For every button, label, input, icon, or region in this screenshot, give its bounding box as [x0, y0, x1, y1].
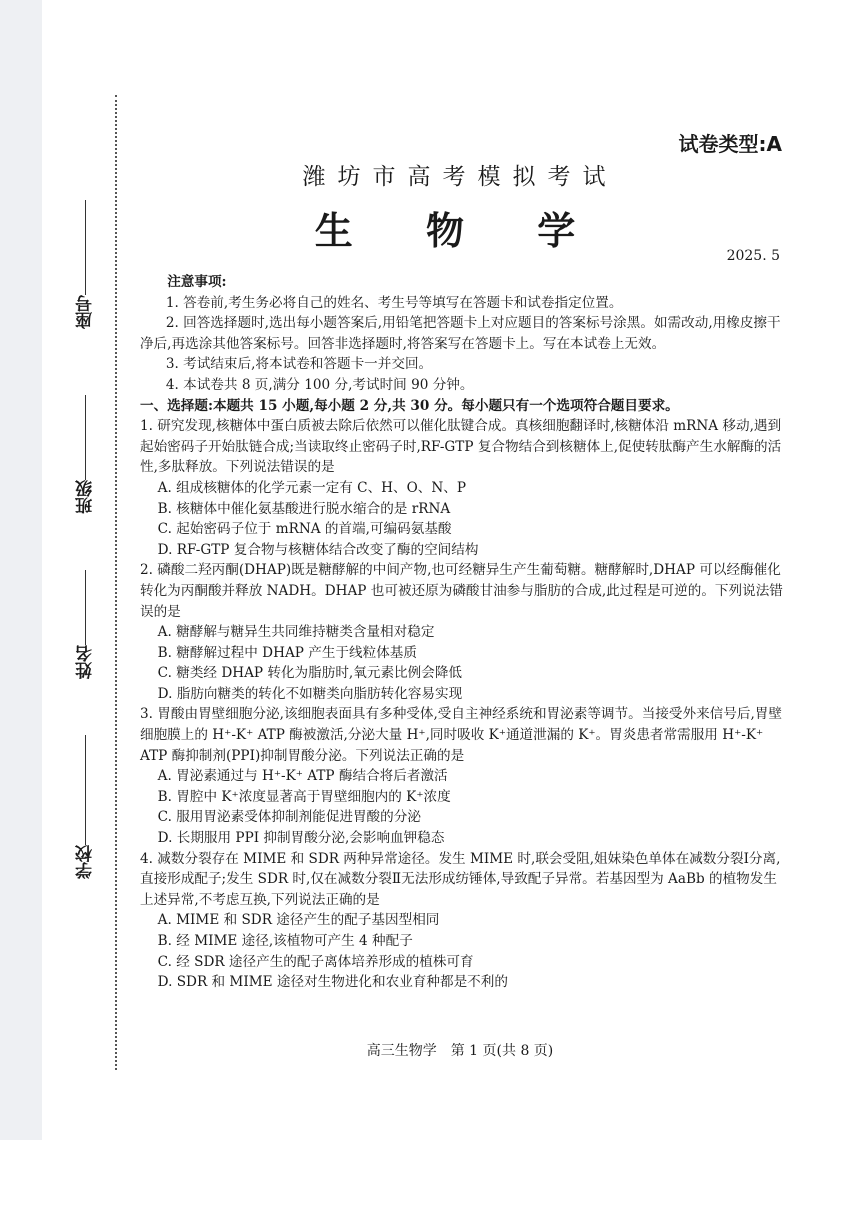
question-option: A. 糖酵解与糖异生共同维持糖类含量相对稳定 [157, 624, 435, 641]
question-option: B. 经 MIME 途径,该植物可产生 4 种配子 [157, 933, 413, 949]
exam-date: 2025. 5 [726, 248, 780, 264]
exam-content [140, 272, 790, 993]
question-option: C. 起始密码子位于 mRNA 的首端,可编码氨基酸 [157, 521, 452, 538]
question-stem: 2. 磷酸二羟丙酮(DHAP)既是糖酵解的中间产物,也可经糖异生产生葡萄糖。糖酵解时,DHAP 可以经酶催化转化为丙酮酸并释放 NADH。DHAP 也可被还原为磷酸甘油参与脂肪的合成,此过程是可逆的。下列说法错误的是 [140, 562, 783, 620]
section-heading: 一、选择题:本题共 15 小题,每小题 2 分,共 30 分。每小题只有一个选项符合题目要求。 [140, 397, 679, 414]
question-option: A. 组成核糖体的化学元素一定有 C、H、O、N、P [157, 479, 466, 496]
question-stem: 4. 减数分裂存在 MIME 和 SDR 两种异常途径。发生 MIME 时,联会受阻,姐妹染色单体在减数分裂Ⅰ分离,直接形成配子;发生 SDR 时,仅在减数分裂Ⅱ无法形成纺锤体,导致配子异常。若基因型为 AaBb 的植物发生上述异常,不考虑互换,下列说法正确的是 [140, 850, 781, 908]
question-option: C. 糖类经 DHAP 转化为脂肪时,氧元素比例会降低 [157, 665, 463, 682]
side-field-school [60, 735, 110, 879]
question-option: D. RF-GTP 复合物与核糖体结合改变了酶的空间结构 [157, 541, 479, 558]
notice-item: 1. 答卷前,考生务必将自己的姓名、考生号等填写在答题卡和试卷指定位置。 [165, 294, 623, 311]
subject-title: 生 物 学 [314, 209, 606, 253]
notice-item: 3. 考试结束后,将本试卷和答题卡一并交回。 [165, 356, 433, 373]
question-option: C. 经 SDR 途径产生的配子离体培养形成的植株可育 [157, 953, 474, 970]
question-option: C. 服用胃泌素受体抑制剂能促进胃酸的分泌 [157, 809, 421, 826]
side-field-label: 姓名 [75, 645, 96, 679]
side-field-line [85, 395, 86, 480]
question-1 [140, 416, 790, 560]
question-3 [140, 704, 790, 848]
notice-item: 2. 回答选择题时,选出每小题答案后,用铅笔把答题卡上对应题目的答案标号涂黑。如需改动,用橡皮擦干净后,再选涂其他答案标号。回答非选择题时,将答案写在答题卡上。写在本试卷上无效。 [140, 315, 781, 352]
side-field-label: 班级 [75, 480, 96, 514]
notice-item: 4. 本试卷共 8 页,满分 100 分,考试时间 90 分钟。 [165, 376, 474, 393]
question-option: D. 长期服用 PPI 抑制胃酸分泌,会影响血钾稳态 [157, 830, 445, 847]
question-2 [140, 560, 790, 704]
side-field-class [60, 395, 110, 514]
question-option: A. 胃泌素通过与 H⁺-K⁺ ATP 酶结合将后者激活 [157, 768, 448, 785]
side-field-name [60, 570, 110, 679]
side-field-label: 学校 [75, 845, 96, 879]
question-stem: 1. 研究发现,核糖体中蛋白质被去除后依然可以催化肽键合成。真核细胞翻译时,核糖体沿 mRNA 移动,遇到起始密码子开始肽链合成;当读取终止密码子时,RF-GTP 复合物结合到核糖体上,促使转肽酶产生水解酶的活性,多肽释放。下列说法错误的是 [140, 418, 782, 476]
question-option: B. 糖酵解过程中 DHAP 产生于线粒体基质 [157, 644, 417, 661]
page-footer: 高三生物学 第 1 页(共 8 页) [366, 1043, 554, 1059]
side-field-line [85, 570, 86, 645]
side-field-line [85, 735, 86, 845]
question-option: D. 脂肪向糖类的转化不如糖类向脂肪转化容易实现 [157, 685, 463, 702]
question-option: B. 核糖体中催化氨基酸进行脱水缩合的是 rRNA [157, 500, 451, 517]
question-4 [140, 849, 790, 993]
question-option: A. MIME 和 SDR 途径产生的配子基因型相同 [157, 912, 440, 929]
side-field-label: 座号 [75, 295, 96, 329]
paper-type: 试卷类型:A [678, 132, 782, 156]
question-option: B. 胃腔中 K⁺浓度显著高于胃壁细胞内的 K⁺浓度 [157, 788, 451, 805]
exam-title: 潍坊市高考模拟考试 [302, 164, 618, 190]
notice-heading: 注意事项: [167, 274, 227, 290]
question-stem: 3. 胃酸由胃壁细胞分泌,该细胞表面具有多种受体,受自主神经系统和胃泌素等调节。当接受外来信号后,胃壁细胞膜上的 H⁺-K⁺ ATP 酶被激活,分泌大量 H⁺,同时吸收 K⁺通道泄漏的 K⁺。胃炎患者常需服用 H⁺-K⁺ ATP 酶抑制剂(PPI)抑制胃酸分泌。下列说法正确的是 [140, 706, 782, 764]
question-option: D. SDR 和 MIME 途径对生物进化和农业育种都是不利的 [157, 974, 508, 991]
